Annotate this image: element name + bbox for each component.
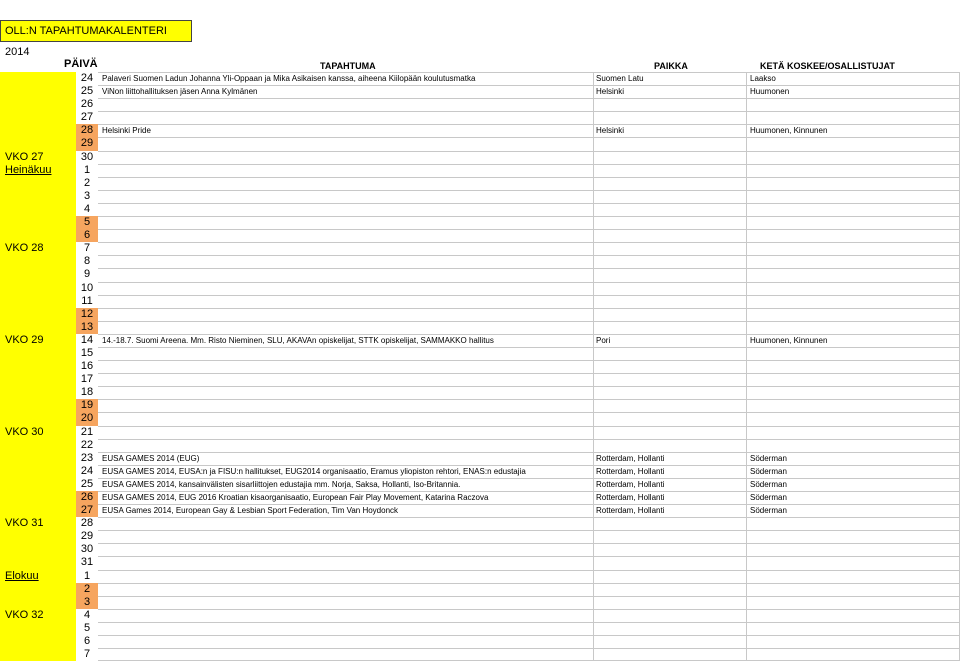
week-month-cell [0,465,76,478]
table-row [0,622,960,635]
day-cell: 29 [80,530,94,543]
place-cell[interactable] [593,308,746,321]
participants-cell[interactable] [746,111,960,124]
calendar-title: OLL:N TAPAHTUMAKALENTERI 2014 [0,20,192,42]
day-cell: 4 [83,202,91,215]
day-cell: 18 [80,386,94,399]
week-month-cell [0,478,76,491]
participants-cell[interactable] [746,517,960,530]
participants-cell[interactable]: Huumonen, Kinnunen [746,124,960,137]
event-cell[interactable]: Palaveri Suomen Ladun Johanna Yli-Oppaan ja Mika Asikaisen kanssa, aiheena Kiilopään koulutusmatka [98,72,593,85]
table-row [0,583,960,596]
event-cell[interactable] [98,268,593,281]
table-row [0,295,960,308]
event-cell[interactable] [98,203,593,216]
event-cell[interactable] [98,164,593,177]
event-cell[interactable] [98,321,593,334]
participants-cell[interactable] [746,596,960,609]
participants-cell[interactable] [746,543,960,556]
week-month-cell [0,72,76,85]
participants-cell[interactable] [746,98,960,111]
table-row [0,609,960,622]
table-row [0,242,960,255]
place-cell[interactable]: Pori [593,334,746,347]
week-month-cell [0,347,76,360]
table-row [0,111,960,124]
column-headers [0,58,960,72]
participants-cell[interactable] [746,426,960,439]
event-cell[interactable] [98,373,593,386]
table-row [0,282,960,295]
table-row [0,72,960,85]
event-cell[interactable] [98,412,593,425]
week-label: VKO 31 [5,517,44,530]
week-month-cell [0,255,76,268]
table-row [0,308,960,321]
event-cell[interactable] [98,543,593,556]
place-cell[interactable]: Rotterdam, Hollanti [593,491,746,504]
week-month-cell [0,373,76,386]
event-cell[interactable] [98,308,593,321]
table-row [0,386,960,399]
week-month-cell [0,412,76,425]
table-row [0,164,960,177]
week-month-cell [0,85,76,98]
participants-cell[interactable] [746,229,960,242]
event-cell[interactable]: EUSA Games 2014, European Gay & Lesbian Sport Federation, Tim Van Hoydonck [98,504,593,517]
day-cell: 22 [80,438,94,451]
day-cell: 24 [80,72,94,84]
place-cell[interactable] [593,151,746,164]
place-cell[interactable] [593,347,746,360]
event-cell[interactable] [98,399,593,412]
event-cell[interactable]: EUSA GAMES 2014, EUSA:n ja FISU:n hallitukset, EUG2014 organisaatio, Eramus yliopiston rehtori, ENAS:n edustajia [98,465,593,478]
day-cell: 6 [83,635,91,648]
day-cell: 20 [76,412,98,425]
calendar-table [0,72,960,661]
day-cell: 25 [80,477,94,490]
place-cell[interactable] [593,98,746,111]
week-month-cell [0,334,76,347]
week-month-cell [0,268,76,281]
week-month-cell [0,164,76,177]
participants-cell[interactable]: Söderman [746,491,960,504]
header-event: TAPAHTUMA [320,61,376,71]
place-cell[interactable]: Suomen Latu [593,72,746,85]
participants-cell[interactable] [746,164,960,177]
participants-cell[interactable] [746,648,960,661]
day-cell: 2 [76,583,98,596]
week-month-cell [0,98,76,111]
day-cell: 3 [76,596,98,609]
week-label: VKO 28 [5,242,44,255]
participants-cell[interactable]: Huumonen, Kinnunen [746,334,960,347]
day-cell: 25 [80,85,94,98]
participants-cell[interactable] [746,137,960,150]
day-cell: 12 [76,308,98,321]
participants-cell[interactable] [746,203,960,216]
day-cell: 11 [81,294,93,307]
month-label: Heinäkuu [5,163,52,176]
place-cell[interactable] [593,426,746,439]
week-month-cell [0,570,76,583]
table-row [0,465,960,478]
month-label: Elokuu [5,569,39,582]
table-row [0,229,960,242]
day-cell: 28 [76,124,98,137]
event-cell[interactable] [98,229,593,242]
day-cell: 14 [80,333,94,346]
event-cell[interactable] [98,439,593,452]
event-cell[interactable] [98,570,593,583]
table-row [0,399,960,412]
day-cell: 3 [83,189,91,202]
table-row [0,648,960,661]
table-row [0,570,960,583]
place-cell[interactable] [593,399,746,412]
participants-cell[interactable] [746,570,960,583]
event-cell[interactable] [98,622,593,635]
week-month-cell [0,426,76,439]
day-cell: 26 [76,491,98,504]
table-row [0,596,960,609]
participants-cell[interactable] [746,255,960,268]
event-cell[interactable] [98,360,593,373]
place-cell[interactable] [593,373,746,386]
week-month-cell [0,504,76,517]
participants-cell[interactable] [746,556,960,569]
week-month-cell [0,360,76,373]
participants-cell[interactable] [746,583,960,596]
event-cell[interactable] [98,282,593,295]
event-cell[interactable] [98,151,593,164]
week-month-cell [0,308,76,321]
table-row [0,334,960,347]
day-cell: 4 [83,608,91,621]
participants-cell[interactable] [746,412,960,425]
table-row [0,190,960,203]
participants-cell[interactable] [746,282,960,295]
week-month-cell [0,635,76,648]
week-month-cell [0,622,76,635]
table-row [0,504,960,517]
event-cell[interactable]: 14.-18.7. Suomi Areena. Mm. Risto Nieminen, SLU, AKAVAn opiskelijat, STTK opiskelijat, SAMMAKKO hallitus [98,334,593,347]
participants-cell[interactable] [746,268,960,281]
table-row [0,439,960,452]
participants-cell[interactable] [746,439,960,452]
participants-cell[interactable]: Huumonen [746,85,960,98]
week-month-cell [0,203,76,216]
event-cell[interactable]: Helsinki Pride [98,124,593,137]
day-cell: 27 [76,504,98,517]
event-cell[interactable]: EUSA GAMES 2014, EUG 2016 Kroatian kisaorganisaatio, European Fair Play Movement, Katarina Raczova [98,491,593,504]
participants-cell[interactable] [746,216,960,229]
participants-cell[interactable] [746,321,960,334]
participants-cell[interactable] [746,622,960,635]
place-cell[interactable] [593,295,746,308]
header-who: KETÄ KOSKEE/OSALLISTUJAT [760,61,895,71]
participants-cell[interactable] [746,360,960,373]
day-cell: 24 [80,464,94,477]
event-cell[interactable] [98,242,593,255]
week-month-cell [0,216,76,229]
event-cell[interactable] [98,347,593,360]
day-cell: 19 [76,399,98,412]
event-cell[interactable] [98,596,593,609]
header-day: PÄIVÄ [64,58,98,70]
event-cell[interactable] [98,386,593,399]
place-cell[interactable] [593,412,746,425]
week-month-cell [0,399,76,412]
week-month-cell [0,596,76,609]
day-cell: 30 [80,543,94,556]
week-month-cell [0,583,76,596]
event-cell[interactable] [98,530,593,543]
place-cell[interactable] [593,268,746,281]
event-cell[interactable]: EUSA GAMES 2014, kansainvälisten sisarliittojen edustajia mm. Norja, Saksa, Hollanti, Iso-Britannia. [98,478,593,491]
participants-cell[interactable] [746,308,960,321]
event-cell[interactable] [98,295,593,308]
day-cell: 5 [76,216,98,229]
day-cell: 10 [80,281,94,294]
table-row [0,216,960,229]
participants-cell[interactable]: Laakso [746,72,960,85]
week-month-cell [0,321,76,334]
week-month-cell [0,452,76,465]
table-row [0,151,960,164]
place-cell[interactable] [593,570,746,583]
week-month-cell [0,282,76,295]
event-cell[interactable]: ViNon liittohallituksen jäsen Anna Kylmänen [98,85,593,98]
participants-cell[interactable]: Söderman [746,465,960,478]
week-label: VKO 27 [5,150,44,163]
participants-cell[interactable] [746,373,960,386]
place-cell[interactable] [593,360,746,373]
table-row [0,347,960,360]
day-cell: 23 [80,451,94,464]
event-cell[interactable] [98,609,593,622]
day-cell: 26 [80,98,94,111]
table-row [0,478,960,491]
table-row [0,268,960,281]
day-cell: 28 [80,517,94,530]
table-row [0,412,960,425]
day-cell: 1 [83,163,91,176]
place-cell[interactable] [593,203,746,216]
day-cell: 29 [76,137,98,150]
table-row [0,137,960,150]
week-month-cell [0,137,76,150]
place-cell[interactable] [593,229,746,242]
day-cell: 9 [83,268,91,281]
week-month-cell [0,439,76,452]
place-cell[interactable] [593,556,746,569]
participants-cell[interactable] [746,635,960,648]
participants-cell[interactable]: Söderman [746,478,960,491]
participants-cell[interactable] [746,242,960,255]
week-month-cell [0,556,76,569]
table-row [0,360,960,373]
place-cell[interactable] [593,596,746,609]
week-month-cell [0,151,76,164]
week-label: VKO 29 [5,333,44,346]
table-row [0,635,960,648]
day-cell: 15 [80,346,94,359]
place-cell[interactable]: Helsinki [593,124,746,137]
table-row [0,426,960,439]
event-cell[interactable] [98,556,593,569]
table-row [0,98,960,111]
week-month-cell [0,190,76,203]
place-cell[interactable]: Helsinki [593,85,746,98]
day-cell: 30 [80,150,94,163]
place-cell[interactable] [593,282,746,295]
place-cell[interactable] [593,164,746,177]
day-cell: 5 [83,621,91,634]
day-cell: 27 [80,111,94,124]
place-cell[interactable] [593,190,746,203]
week-month-cell [0,295,76,308]
week-month-cell [0,242,76,255]
participants-cell[interactable] [746,190,960,203]
table-row [0,556,960,569]
event-cell[interactable] [98,111,593,124]
event-cell[interactable] [98,216,593,229]
participants-cell[interactable] [746,347,960,360]
place-cell[interactable] [593,635,746,648]
participants-cell[interactable] [746,399,960,412]
table-row [0,517,960,530]
day-cell: 7 [83,242,91,255]
participants-cell[interactable] [746,386,960,399]
event-cell[interactable] [98,426,593,439]
event-cell[interactable] [98,255,593,268]
table-row [0,543,960,556]
place-cell[interactable] [593,216,746,229]
place-cell[interactable] [593,583,746,596]
place-cell[interactable] [593,242,746,255]
place-cell[interactable] [593,386,746,399]
event-cell[interactable] [98,648,593,661]
event-cell[interactable]: EUSA GAMES 2014 (EUG) [98,452,593,465]
table-row [0,321,960,334]
place-cell[interactable]: Rotterdam, Hollanti [593,465,746,478]
day-cell: 2 [83,176,91,189]
week-label: VKO 32 [5,608,44,621]
week-label: VKO 30 [5,425,44,438]
table-row [0,373,960,386]
week-month-cell [0,648,76,661]
place-cell[interactable] [593,543,746,556]
day-cell: 1 [83,569,91,582]
participants-cell[interactable] [746,177,960,190]
event-cell[interactable] [98,517,593,530]
place-cell[interactable] [593,137,746,150]
table-row [0,203,960,216]
place-cell[interactable]: Rotterdam, Hollanti [593,504,746,517]
day-cell: 13 [76,321,98,334]
table-row [0,124,960,137]
week-month-cell [0,229,76,242]
participants-cell[interactable] [746,295,960,308]
place-cell[interactable] [593,321,746,334]
day-cell: 7 [83,648,91,661]
participants-cell[interactable] [746,151,960,164]
table-row [0,85,960,98]
participants-cell[interactable] [746,609,960,622]
week-month-cell [0,609,76,622]
place-cell[interactable] [593,111,746,124]
event-cell[interactable] [98,635,593,648]
day-cell: 16 [80,360,94,373]
week-month-cell [0,386,76,399]
place-cell[interactable]: Rotterdam, Hollanti [593,478,746,491]
week-month-cell [0,177,76,190]
participants-cell[interactable]: Söderman [746,452,960,465]
event-cell[interactable] [98,137,593,150]
place-cell[interactable] [593,177,746,190]
place-cell[interactable] [593,517,746,530]
week-month-cell [0,517,76,530]
place-cell[interactable] [593,609,746,622]
event-cell[interactable] [98,583,593,596]
day-cell: 6 [76,229,98,242]
event-cell[interactable] [98,190,593,203]
week-month-cell [0,491,76,504]
place-cell[interactable] [593,255,746,268]
week-month-cell [0,530,76,543]
day-cell: 17 [80,373,94,386]
header-place: PAIKKA [654,61,688,71]
place-cell[interactable] [593,439,746,452]
event-cell[interactable] [98,177,593,190]
place-cell[interactable] [593,622,746,635]
table-row [0,452,960,465]
place-cell[interactable] [593,530,746,543]
table-row [0,491,960,504]
event-cell[interactable] [98,98,593,111]
place-cell[interactable]: Rotterdam, Hollanti [593,452,746,465]
day-cell: 21 [80,425,94,438]
week-month-cell [0,111,76,124]
week-month-cell [0,124,76,137]
participants-cell[interactable] [746,530,960,543]
participants-cell[interactable]: Söderman [746,504,960,517]
table-row [0,530,960,543]
place-cell[interactable] [593,648,746,661]
day-cell: 31 [80,556,94,569]
table-row [0,255,960,268]
table-row [0,177,960,190]
week-month-cell [0,543,76,556]
day-cell: 8 [83,255,91,268]
